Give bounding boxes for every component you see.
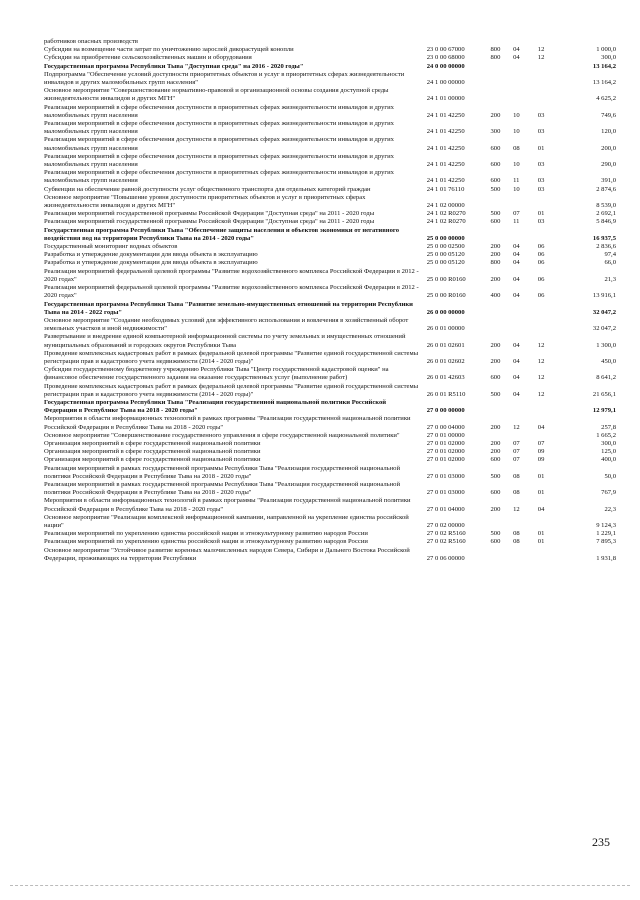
row-target-article-code: 27 0 01 02000	[426, 448, 465, 456]
row-description: Проведение комплексных кадастровых работ в рамках федеральной целевой программы "Развитие единой государственной системы регистрации прав и кадастрового учета недвижимости (2014 - 2020 годы)"	[44, 382, 419, 398]
table-row	[44, 54, 616, 62]
row-expense-type: 200	[490, 505, 501, 513]
table-row	[44, 514, 616, 530]
row-target-article-code: 27 0 06 00000	[426, 554, 465, 562]
table-row	[44, 399, 616, 415]
table-row	[44, 210, 616, 218]
table-row	[44, 301, 616, 317]
row-expense-type	[490, 514, 513, 530]
row-description: Развертывание и внедрение единой компьютерной информационной системы по учету земельных и имущественных отношений муниципальных образований и городских округов Республики Тыва	[44, 333, 406, 349]
row-description: Субсидии государственному бюджетному учреждению Республики Тыва "Центр государственной кадастровой оценки" на финансовое обеспечение государственного задания на оказание государственных услуг (выполнение работ)	[44, 366, 389, 382]
table-row	[44, 497, 616, 513]
table-row	[44, 432, 616, 440]
row-amount: 257,8	[601, 423, 616, 431]
row-section: 10	[513, 161, 520, 169]
row-subsection	[538, 301, 563, 317]
table-row	[44, 317, 616, 333]
row-subsection: 03	[537, 218, 545, 226]
row-target-article-code: 27 0 01 03000	[426, 472, 465, 480]
row-amount: 1 665,2	[596, 431, 616, 439]
row-expense-type: 200	[490, 275, 501, 283]
row-target-article-code: 25 0 00 00000	[426, 234, 465, 242]
row-section	[513, 432, 538, 440]
row-section: 04	[513, 251, 520, 259]
row-amount: 2 874,6	[596, 185, 616, 193]
row-target-article-code: 24 0 00 00000	[426, 62, 465, 70]
row-subsection: 06	[537, 259, 545, 267]
row-target-article-code: 26 0 01 00000	[426, 325, 465, 333]
row-amount: 8 641,2	[596, 374, 616, 382]
row-description: Основное мероприятие "Реализация комплексной информационной кампании, направленной на укрепление единства российской нации"	[44, 513, 409, 529]
table-row	[44, 218, 616, 226]
row-expense-type	[490, 194, 513, 210]
table-row	[44, 38, 616, 46]
row-description: Реализация мероприятий федеральной целевой программы "Развитие водохозяйственного комплекса Российской Федерации в 2012 - 2020 годах"	[44, 284, 419, 300]
row-description: Государственная программа Республики Тыва "Обеспечение защиты населения и объектов экономики от негативного воздействия вод на территории Республики Тыва на 2014 - 2020 годы"	[44, 226, 399, 242]
row-subsection: 03	[537, 111, 545, 119]
table-row	[44, 465, 616, 481]
row-target-article-code: 25 0 00 05120	[426, 259, 465, 267]
row-subsection: 12	[537, 46, 545, 54]
row-section: 11	[513, 177, 520, 185]
row-amount: 32 047,2	[592, 325, 616, 333]
row-subsection: 07	[537, 439, 545, 447]
table-row	[44, 243, 616, 251]
table-row	[44, 333, 616, 349]
row-expense-type: 200	[490, 111, 501, 119]
row-target-article-code: 27 0 02 R5160	[426, 538, 466, 546]
table-row	[44, 194, 616, 210]
row-amount: 290,0	[601, 161, 616, 169]
row-description: Субсидии на приобретение сельскохозяйственных машин и оборудования	[44, 54, 252, 62]
row-target-article-code: 25 0 00 R0160	[426, 292, 466, 300]
row-section: 12	[513, 505, 520, 513]
table-row	[44, 350, 616, 366]
row-description: Реализация мероприятий федеральной целевой программы "Развитие водохозяйственного комплекса Российской Федерации в 2012 - 2020 годах"	[44, 267, 419, 283]
row-expense-type: 300	[490, 128, 501, 136]
row-expense-type: 600	[490, 374, 501, 382]
row-expense-type: 200	[490, 341, 501, 349]
row-description: Реализация мероприятий по укреплению единства российской нации и этнокультурному развитию народов России	[44, 538, 368, 546]
row-section	[513, 87, 538, 103]
row-amount: 450,0	[601, 357, 616, 365]
row-expense-type: 600	[490, 144, 501, 152]
row-target-article-code: 27 0 01 04000	[426, 505, 465, 513]
row-amount: 767,9	[601, 489, 616, 497]
row-target-article-code: 26 0 01 02601	[426, 341, 465, 349]
row-target-article-code: 27 0 01 02000	[426, 439, 465, 447]
row-target-article-code: 27 0 00 00000	[426, 407, 465, 415]
table-row	[44, 366, 616, 382]
row-section: 04	[513, 357, 520, 365]
row-section: 08	[513, 472, 520, 480]
budget-table	[44, 38, 616, 563]
row-target-article-code: 27 0 02 00000	[426, 521, 465, 529]
row-section: 08	[513, 489, 520, 497]
row-subsection	[538, 71, 563, 87]
row-section	[513, 227, 538, 243]
row-description: Подпрограмма "Обеспечение условий доступности приоритетных объектов и услуг в приоритетных сферах жизнедеятельности инвалидов и других маломобильных групп населения"	[44, 70, 405, 87]
row-section: 04	[513, 374, 520, 382]
row-description: Государственный мониторинг водных объектов	[44, 243, 178, 251]
row-subsection	[538, 194, 563, 210]
row-amount: 50,0	[604, 472, 616, 480]
row-target-article-code: 27 0 01 03000	[426, 489, 465, 497]
row-subsection: 01	[537, 538, 545, 546]
row-amount: 4 625,2	[596, 95, 616, 103]
table-row	[44, 63, 616, 71]
row-description: Реализация мероприятий по укреплению единства российской нации и этнокультурному развитию народов России	[44, 530, 368, 538]
row-target-article-code: 24 1 00 00000	[426, 79, 465, 87]
row-target-article-code: 27 0 01 00000	[426, 431, 465, 439]
row-amount: 1 931,8	[596, 554, 616, 562]
row-description: Основное мероприятие "Повышение уровня доступности приоритетных объектов и услуг в приоритетных сферах жизнедеятельности инвалидов и других МГН"	[44, 193, 366, 210]
row-target-article-code: 24 1 01 42250	[426, 161, 465, 169]
row-subsection	[538, 432, 563, 440]
row-section: 10	[513, 185, 520, 193]
row-target-article-code: 25 0 00 R0160	[426, 275, 466, 283]
row-subsection: 12	[537, 54, 545, 62]
row-section: 04	[513, 243, 520, 251]
table-row	[44, 87, 616, 103]
row-amount: 9 124,3	[596, 521, 616, 529]
row-description: Реализация мероприятий в рамках государственной программы Республики Тыва "Реализация государственной национальной политики Российской Федерации в Республике Тыва на 2018 - 2020 годы"	[44, 464, 401, 480]
row-subsection	[538, 227, 563, 243]
row-expense-type: 500	[490, 210, 501, 218]
row-expense-type	[490, 301, 513, 317]
row-section: 04	[513, 46, 520, 54]
row-subsection: 01	[537, 144, 545, 152]
row-subsection: 01	[537, 210, 545, 218]
row-target-article-code: 26 0 00 00000	[426, 308, 465, 316]
row-target-article-code: 24 1 01 42250	[426, 128, 465, 136]
table-row	[44, 153, 616, 169]
row-amount: 1 300,0	[596, 341, 616, 349]
row-section	[513, 38, 538, 46]
row-expense-type: 600	[490, 218, 501, 226]
row-section	[513, 399, 538, 415]
table-row	[44, 71, 616, 87]
row-section: 04	[513, 54, 520, 62]
row-section	[513, 301, 538, 317]
row-expense-type: 200	[490, 243, 501, 251]
row-description: Реализация мероприятий в сфере обеспечения доступности в приоритетных сферах жизнедеятельности инвалидов и других маломобильных групп населения	[44, 152, 394, 169]
row-expense-type: 200	[490, 439, 501, 447]
row-section: 11	[513, 218, 520, 226]
row-expense-type	[490, 71, 513, 87]
row-amount: 749,6	[601, 111, 616, 119]
table-row	[44, 227, 616, 243]
row-amount: 125,0	[601, 448, 616, 456]
row-subsection	[538, 87, 563, 103]
row-section: 04	[513, 341, 520, 349]
row-amount: 21,3	[604, 275, 616, 283]
table-row	[44, 268, 616, 284]
table-row	[44, 547, 616, 563]
row-expense-type: 600	[490, 538, 501, 546]
table-row	[44, 169, 616, 185]
row-amount: 16 937,5	[592, 234, 616, 242]
table-row	[44, 456, 616, 464]
row-target-article-code: 23 0 00 68000	[426, 54, 465, 62]
row-target-article-code: 26 0 01 42603	[426, 374, 465, 382]
row-subsection: 04	[537, 505, 545, 513]
row-target-article-code: 26 0 01 R5110	[426, 390, 466, 398]
row-description: Разработка и утверждение документации для ввода объекта в эксплуатацию	[44, 251, 258, 259]
row-amount: 8 539,0	[596, 202, 616, 210]
row-subsection: 06	[537, 243, 545, 251]
row-section: 12	[513, 423, 520, 431]
row-target-article-code: 24 1 02 R0270	[426, 218, 466, 226]
table-row	[44, 538, 616, 546]
row-description: Реализация мероприятий в сфере обеспечения доступности в приоритетных сферах жизнедеятельности инвалидов и других маломобильных групп населения	[44, 103, 394, 119]
row-expense-type	[490, 547, 513, 563]
row-amount: 1 000,0	[596, 46, 616, 54]
row-amount: 66,0	[604, 259, 616, 267]
row-amount: 32 047,2	[592, 308, 616, 316]
row-description: Проведение комплексных кадастровых работ в рамках федеральной целевой программы "Развитие единой государственной системы регистрации прав и кадастрового учета недвижимости (2014 - 2020 годы)"	[44, 349, 419, 365]
row-subsection: 01	[537, 472, 545, 480]
row-subsection: 09	[537, 448, 545, 456]
row-description: Реализация мероприятий в рамках государственной программы Республики Тыва "Реализация государственной национальной политики Российской Федерации в Республике Тыва на 2018 - 2020 годы"	[44, 480, 401, 497]
row-subsection: 12	[537, 390, 545, 398]
row-target-article-code: 27 0 01 02000	[426, 456, 465, 464]
row-description: Субвенции на обеспечение равной доступности услуг общественного транспорта для отдельных категорий граждан	[44, 185, 371, 193]
row-expense-type: 500	[490, 472, 501, 480]
row-description: Мероприятия в области информационных технологий в рамках программы "Реализация государственной национальной политики Российской Федерации в Республике Тыва на 2018 - 2020 годы"	[44, 415, 411, 431]
row-target-article-code: 24 1 01 42250	[426, 177, 465, 185]
row-description: Основное мероприятие "Создание необходимых условий для эффективного использования и вовлечения в хозяйственный оборот земельных участков и иной недвижимости"	[44, 316, 409, 333]
table-row	[44, 481, 616, 497]
row-subsection: 12	[537, 374, 545, 382]
row-subsection: 03	[537, 128, 545, 136]
row-target-article-code: 27 0 00 04000	[426, 423, 465, 431]
row-section	[513, 514, 538, 530]
row-description: Основное мероприятие "Устойчивое развитие коренных малочисленных народов Севера, Сибири и Дальнего Востока Российской Федерации, проживающих на территории Республики	[44, 546, 410, 562]
page-number: 235	[592, 835, 610, 849]
row-description: работников опасных производств	[44, 38, 138, 45]
row-amount: 7 895,3	[596, 538, 616, 546]
row-subsection	[538, 547, 563, 563]
row-target-article-code: 25 0 00 02500	[426, 243, 465, 251]
row-subsection: 03	[537, 177, 545, 185]
row-section: 07	[513, 439, 520, 447]
row-section: 10	[513, 111, 520, 119]
row-subsection: 01	[537, 530, 545, 538]
table-row	[44, 530, 616, 538]
row-expense-type: 500	[490, 390, 501, 398]
row-expense-type	[490, 38, 513, 46]
row-subsection: 06	[537, 292, 545, 300]
row-expense-type: 800	[490, 46, 501, 54]
row-section: 07	[513, 448, 520, 456]
row-description: Мероприятия в области информационных технологий в рамках программы "Реализация государственной национальной политики Российской Федерации в Республике Тыва на 2018 - 2020 годы"	[44, 497, 411, 513]
row-amount: 300,0	[601, 54, 616, 62]
row-description: Реализация мероприятий в сфере обеспечения доступности в приоритетных сферах жизнедеятельности инвалидов и других маломобильных групп населения	[44, 120, 394, 136]
row-subsection	[538, 317, 563, 333]
row-expense-type	[490, 432, 513, 440]
row-description: Субсидии на возмещение части затрат по уничтожению зарослей дикорастущей конопли	[44, 46, 294, 54]
row-amount: 120,0	[601, 128, 616, 136]
row-subsection: 12	[537, 341, 545, 349]
row-amount: 400,0	[601, 456, 616, 464]
row-amount: 2 692,1	[596, 210, 616, 218]
row-section: 07	[513, 456, 520, 464]
row-target-article-code: 27 0 02 R5160	[426, 530, 466, 538]
row-subsection	[538, 514, 563, 530]
row-amount: 21 656,1	[592, 390, 616, 398]
row-description: Государственная программа Республики Тыва "Развитие земельно-имущественных отношений на территории Республики Тыва на 2014 - 2022 годы"	[44, 300, 413, 316]
row-expense-type: 500	[490, 530, 501, 538]
row-section: 04	[513, 275, 520, 283]
row-subsection: 03	[537, 185, 545, 193]
row-description: Основное мероприятие "Совершенствование государственного управления в сфере государственной национальной политики"	[44, 431, 400, 439]
row-amount: 13 916,1	[592, 292, 616, 300]
row-expense-type	[490, 399, 513, 415]
row-subsection: 09	[537, 456, 545, 464]
table-row	[44, 251, 616, 259]
row-amount: 12 979,1	[592, 407, 616, 415]
row-expense-type	[490, 227, 513, 243]
row-expense-type: 200	[490, 251, 501, 259]
budget-table-page	[44, 38, 616, 563]
row-expense-type: 600	[490, 161, 501, 169]
row-section: 07	[513, 210, 520, 218]
table-row	[44, 46, 616, 54]
table-row	[44, 383, 616, 399]
row-subsection: 06	[537, 275, 545, 283]
row-target-article-code: 25 0 00 05120	[426, 251, 465, 259]
row-expense-type: 200	[490, 357, 501, 365]
row-amount: 300,0	[601, 439, 616, 447]
row-expense-type: 600	[490, 177, 501, 185]
table-row	[44, 415, 616, 431]
table-row	[44, 284, 616, 300]
row-expense-type	[490, 63, 513, 71]
table-row	[44, 259, 616, 267]
row-description: Государственная программа Республики Тыва "Реализация государственной национальной политики Российской Федерации в Республике Тыва на 2018 - 2020 годы"	[44, 398, 387, 415]
row-subsection	[538, 63, 563, 71]
row-expense-type: 200	[490, 423, 501, 431]
row-amount	[562, 38, 616, 46]
row-section	[513, 63, 538, 71]
row-description: Организация мероприятий в сфере государственной национальной политики	[44, 456, 261, 464]
row-amount: 22,3	[604, 505, 616, 513]
row-target-article-code	[427, 38, 491, 46]
row-amount: 5 846,9	[596, 218, 616, 226]
row-amount: 13 164,2	[592, 62, 616, 70]
row-section: 04	[513, 259, 520, 267]
row-expense-type: 200	[490, 448, 501, 456]
row-subsection: 04	[537, 423, 545, 431]
row-target-article-code: 24 1 01 00000	[426, 95, 465, 103]
row-section	[513, 317, 538, 333]
row-expense-type: 800	[490, 54, 501, 62]
table-row	[44, 120, 616, 136]
row-subsection	[538, 399, 563, 415]
row-expense-type: 500	[490, 185, 501, 193]
table-row	[44, 136, 616, 152]
row-target-article-code: 24 1 01 42250	[426, 144, 465, 152]
row-expense-type: 600	[490, 456, 501, 464]
row-subsection: 12	[537, 357, 545, 365]
table-row	[44, 448, 616, 456]
row-amount: 13 164,2	[592, 79, 616, 87]
row-subsection	[538, 38, 563, 46]
row-description: Реализация мероприятий в сфере обеспечения доступности в приоритетных сферах жизнедеятельности инвалидов и других маломобильных групп населения	[44, 169, 394, 185]
row-description: Реализация мероприятий государственной программы Российской Федерации "Доступная среда" на 2011 - 2020 годы	[44, 218, 375, 226]
row-description: Реализация мероприятий в сфере обеспечения доступности в приоритетных сферах жизнедеятельности инвалидов и других маломобильных групп населения	[44, 136, 394, 152]
table-row	[44, 186, 616, 194]
row-description: Основное мероприятие "Совершенствование нормативно-правовой и организационной основы создания доступной среды жизнедеятельности инвалидов и других МГН"	[44, 87, 389, 103]
row-amount: 2 836,6	[596, 243, 616, 251]
row-section	[513, 547, 538, 563]
row-subsection: 03	[537, 161, 545, 169]
row-subsection: 06	[537, 251, 545, 259]
row-description: Реализация мероприятий государственной программы Российской Федерации "Доступная среда" на 2011 - 2020 годы	[44, 210, 375, 218]
row-description: Организация мероприятий в сфере государственной национальной политики	[44, 439, 261, 447]
row-description: Разработка и утверждение документации для ввода объекта в эксплуатацию	[44, 259, 258, 267]
row-description: Государственная программа Республики Тыва "Доступная среда" на 2016 - 2020 годы"	[44, 62, 304, 70]
row-target-article-code: 24 1 01 76110	[426, 185, 465, 193]
row-expense-type	[490, 317, 513, 333]
scan-edge-rule	[10, 885, 630, 886]
row-amount: 1 229,1	[596, 530, 616, 538]
row-section: 10	[513, 128, 520, 136]
row-expense-type	[490, 87, 513, 103]
row-expense-type: 400	[490, 292, 501, 300]
row-section: 04	[513, 292, 520, 300]
row-target-article-code: 24 1 02 R0270	[426, 210, 466, 218]
row-section	[513, 71, 538, 87]
row-description: Организация мероприятий в сфере государственной национальной политики	[44, 448, 261, 456]
row-section: 04	[513, 390, 520, 398]
row-section: 08	[513, 144, 520, 152]
row-amount: 391,0	[601, 177, 616, 185]
table-row	[44, 104, 616, 120]
row-expense-type: 800	[490, 259, 501, 267]
row-expense-type: 600	[490, 489, 501, 497]
row-target-article-code: 24 1 02 00000	[426, 202, 465, 210]
row-section	[513, 194, 538, 210]
table-row	[44, 440, 616, 448]
row-target-article-code: 23 0 00 67000	[426, 46, 465, 54]
budget-table-body	[44, 38, 616, 563]
row-target-article-code: 26 0 01 02602	[426, 357, 465, 365]
row-subsection: 01	[537, 489, 545, 497]
row-section: 08	[513, 530, 520, 538]
row-amount: 97,4	[604, 251, 616, 259]
row-amount: 200,0	[601, 144, 616, 152]
row-section: 08	[513, 538, 520, 546]
row-target-article-code: 24 1 01 42250	[426, 111, 465, 119]
